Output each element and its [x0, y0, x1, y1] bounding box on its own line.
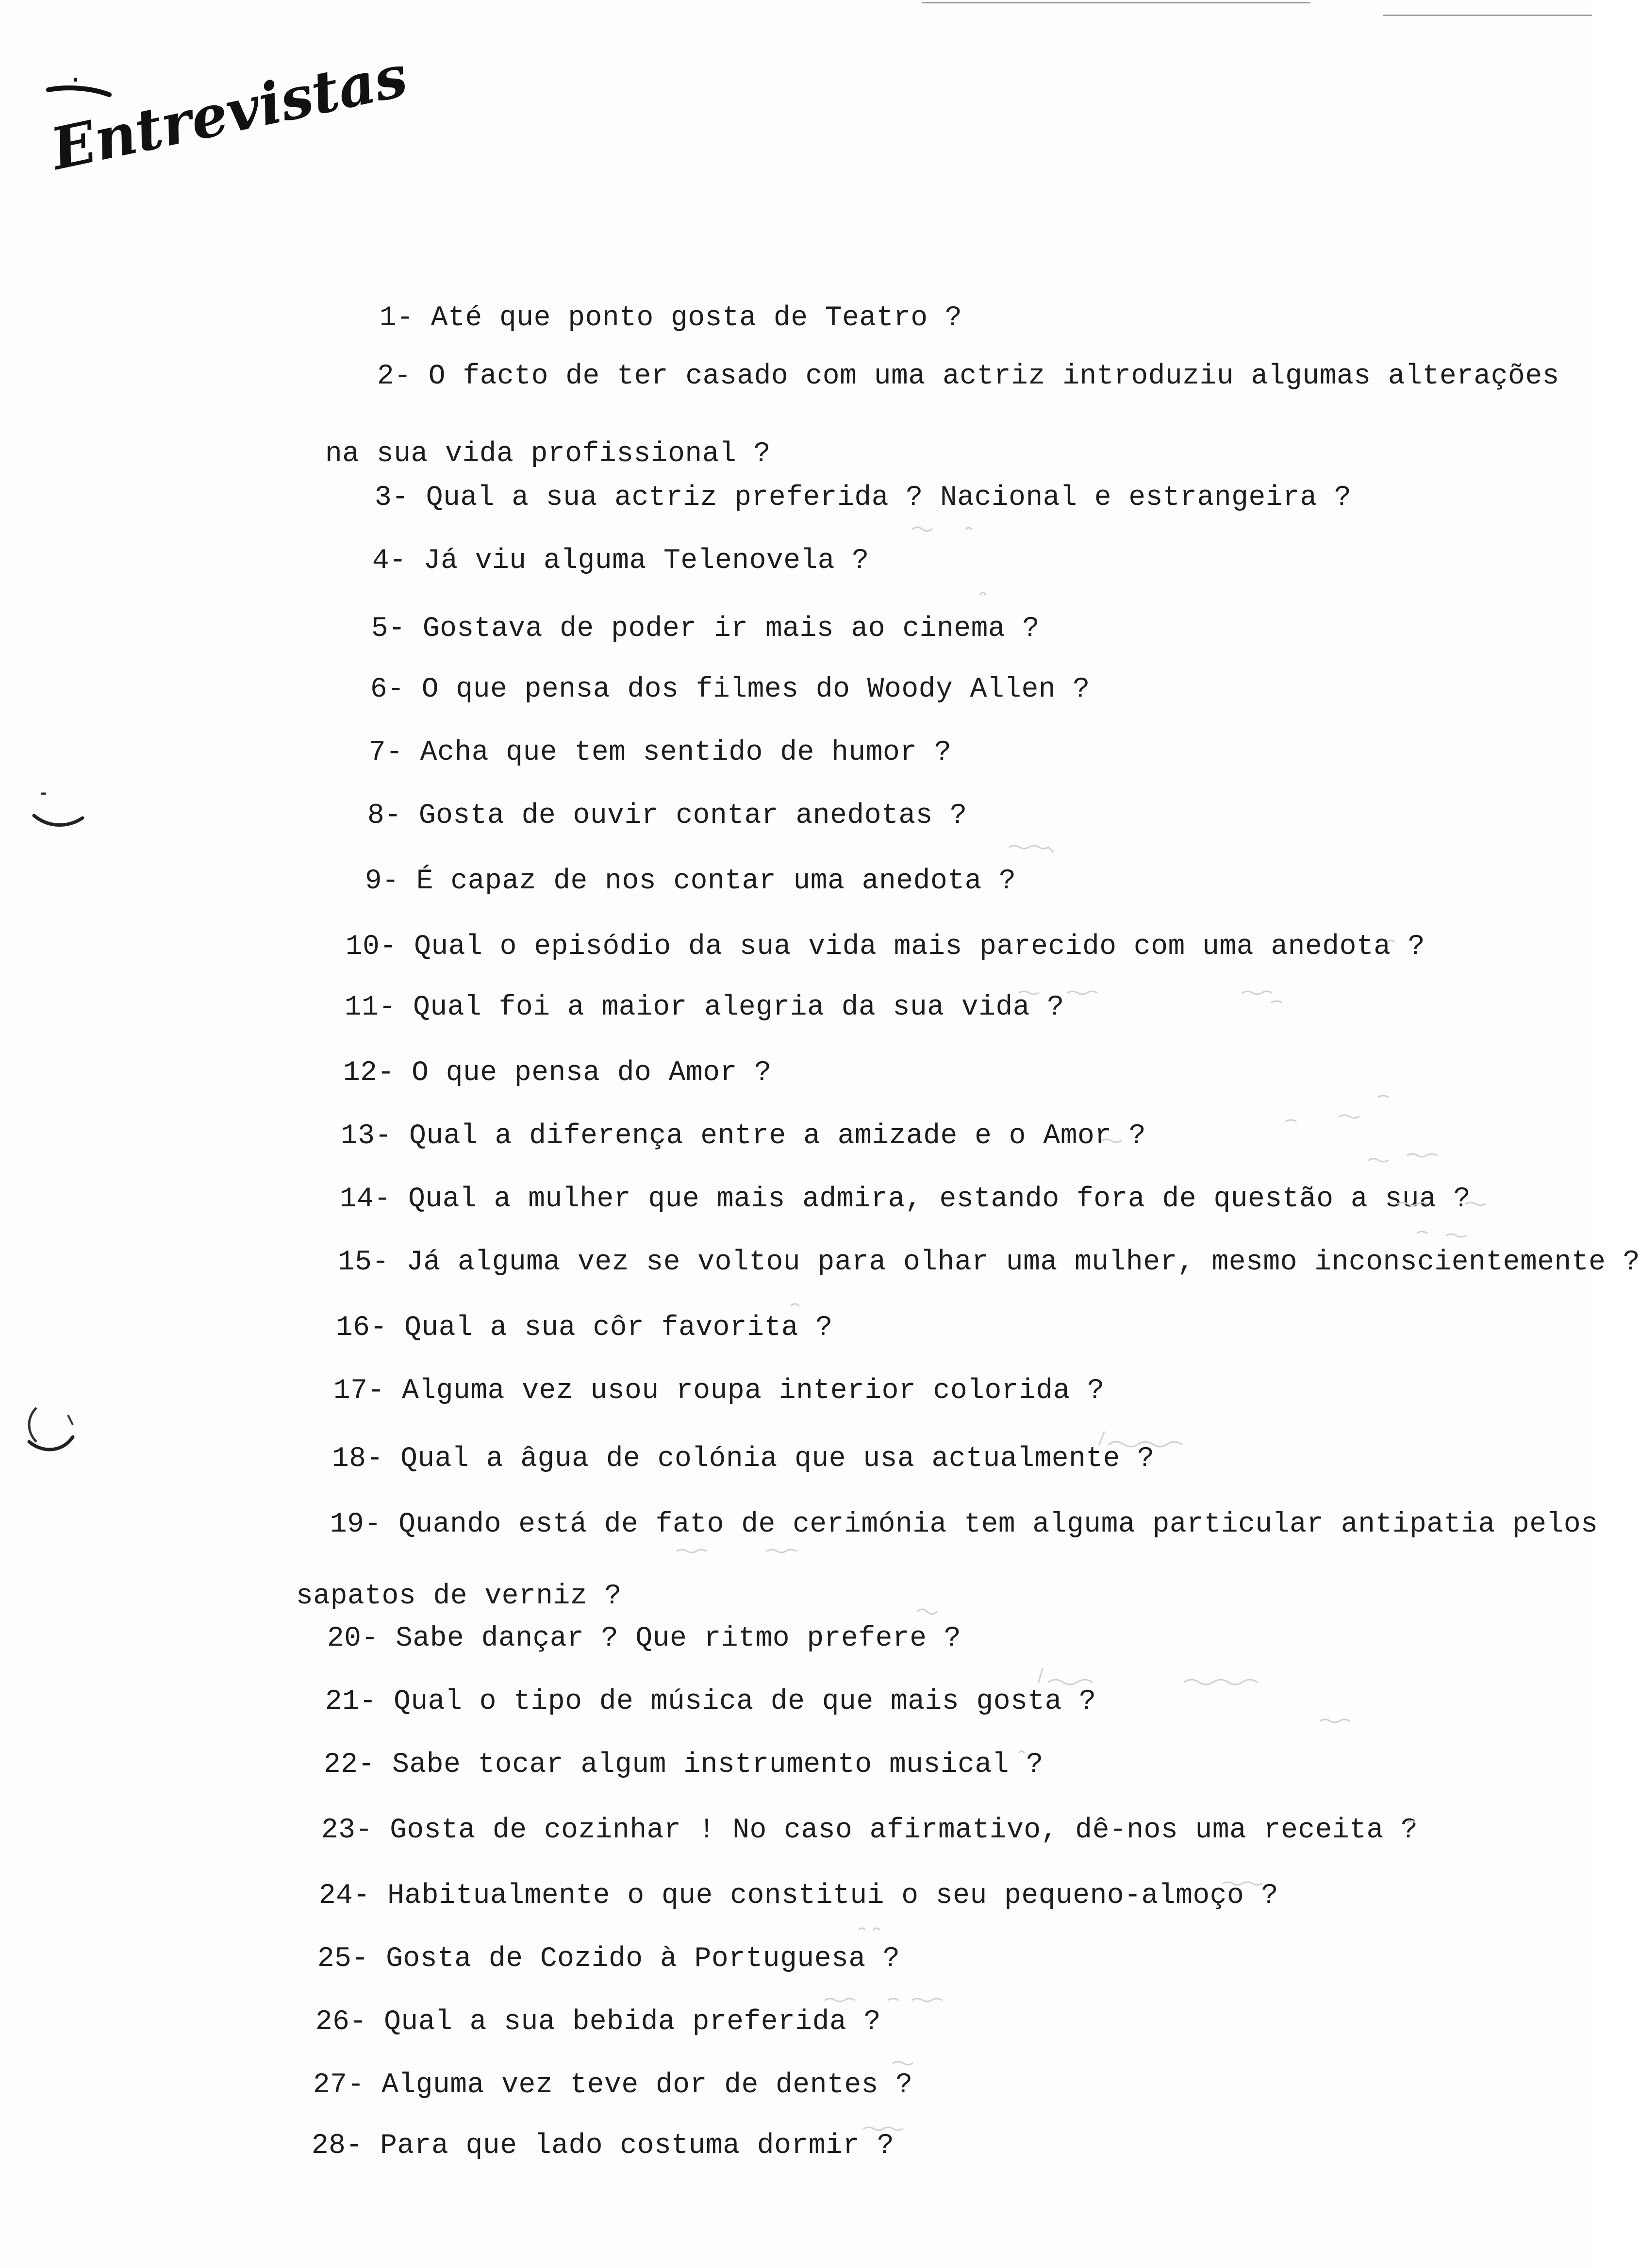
question-number: 17-	[333, 1375, 385, 1407]
question-text: Qual foi a maior alegria da sua vida ?	[413, 992, 1064, 1023]
question-text: Qual a mulher que mais admira, estando fora de questão a sua ?	[408, 1184, 1471, 1215]
question-number: 1-	[379, 302, 414, 334]
question-text: Já alguma vez se voltou para olhar uma mulher, mesmo inconscientemente ?	[406, 1247, 1640, 1278]
question-text: Alguma vez usou roupa interior colorida ?	[402, 1375, 1105, 1407]
question-text: Alguma vez teve dor de dentes ?	[381, 2069, 913, 2101]
question-text: Gosta de Cozido à Portuguesa ?	[386, 1943, 900, 1975]
question-number: 28-	[311, 2130, 363, 2162]
question-number: 15-	[337, 1247, 389, 1278]
question-text-continuation: sapatos de verniz ?	[296, 1581, 622, 1612]
question-number: 18-	[331, 1443, 383, 1475]
question-text: Gosta de cozinhar ! No caso afirmativo, dê-nos uma receita ?	[390, 1815, 1418, 1846]
question-number: 2-	[377, 361, 412, 392]
question-text: O que pensa do Amor ?	[412, 1057, 772, 1089]
question-text: Gostava de poder ir mais ao cinema ?	[422, 613, 1040, 645]
question-number: 9-	[364, 866, 399, 897]
question-number: 3-	[374, 482, 409, 514]
question-text: Gosta de ouvir contar anedotas ?	[418, 800, 967, 832]
question-number: 5-	[371, 613, 406, 645]
question-text: O facto de ter casado com uma actriz introduziu algumas alterações	[428, 361, 1559, 392]
question-text: Qual a sua côr favorita ?	[404, 1312, 833, 1344]
question-number: 6-	[370, 674, 405, 705]
question-number: 16-	[335, 1312, 387, 1344]
question-number: 7-	[368, 737, 403, 768]
question-text: Quando está de fato de cerimónia tem alguma particular antipatia pelos	[398, 1509, 1598, 1540]
question-number: 22-	[323, 1749, 375, 1781]
question-number: 25-	[317, 1943, 369, 1975]
question-number: 11-	[344, 992, 396, 1023]
question-number: 4-	[372, 545, 407, 577]
question-text: Qual o episódio da sua vida mais parecido com uma anedota ?	[414, 931, 1425, 963]
question-text-continuation: na sua vida profissional ?	[325, 438, 771, 470]
handwritten-title-text: Entrevistas	[45, 41, 413, 183]
question-number: 24-	[318, 1880, 370, 1912]
question-number: 13-	[340, 1120, 392, 1152]
question-number: 14-	[339, 1184, 391, 1215]
question-number: 12-	[343, 1057, 395, 1089]
question-number: 26-	[315, 2006, 367, 2038]
question-text: Qual o tipo de música de que mais gosta ?	[394, 1686, 1096, 1718]
question-text: Até que ponto gosta de Teatro ?	[431, 302, 962, 334]
question-text: Qual a sua actriz preferida ? Nacional e estrangeira ?	[426, 482, 1352, 514]
question-text: Acha que tem sentido de humor ?	[420, 737, 952, 768]
question-text: Já viu alguma Telenovela ?	[423, 545, 869, 577]
question-number: 20-	[327, 1623, 379, 1654]
question-text: Qual a diferença entre a amizade e o Amor ?	[409, 1120, 1146, 1152]
question-text: Sabe tocar algum instrumento musical ?	[392, 1749, 1044, 1781]
question-text: Qual a sua bebida preferida ?	[384, 2006, 881, 2038]
question-number: 19-	[330, 1509, 381, 1540]
question-text: Habitualmente o que constitui o seu pequeno-almoço ?	[387, 1880, 1278, 1912]
question-number: 21-	[325, 1686, 377, 1718]
question-text: Sabe dançar ? Que ritmo prefere ?	[396, 1623, 961, 1654]
question-text: O que pensa dos filmes do Woody Allen ?	[421, 674, 1090, 705]
question-number: 10-	[345, 931, 397, 963]
question-text: É capaz de nos contar uma anedota ?	[416, 866, 1016, 897]
question-number: 8-	[367, 800, 402, 832]
question-number: 23-	[321, 1815, 373, 1846]
question-text: Qual a âgua de colónia que usa actualmente ?	[400, 1443, 1155, 1475]
question-text: Para que lado costuma dormir ?	[380, 2130, 895, 2162]
question-number: 27-	[313, 2069, 364, 2101]
